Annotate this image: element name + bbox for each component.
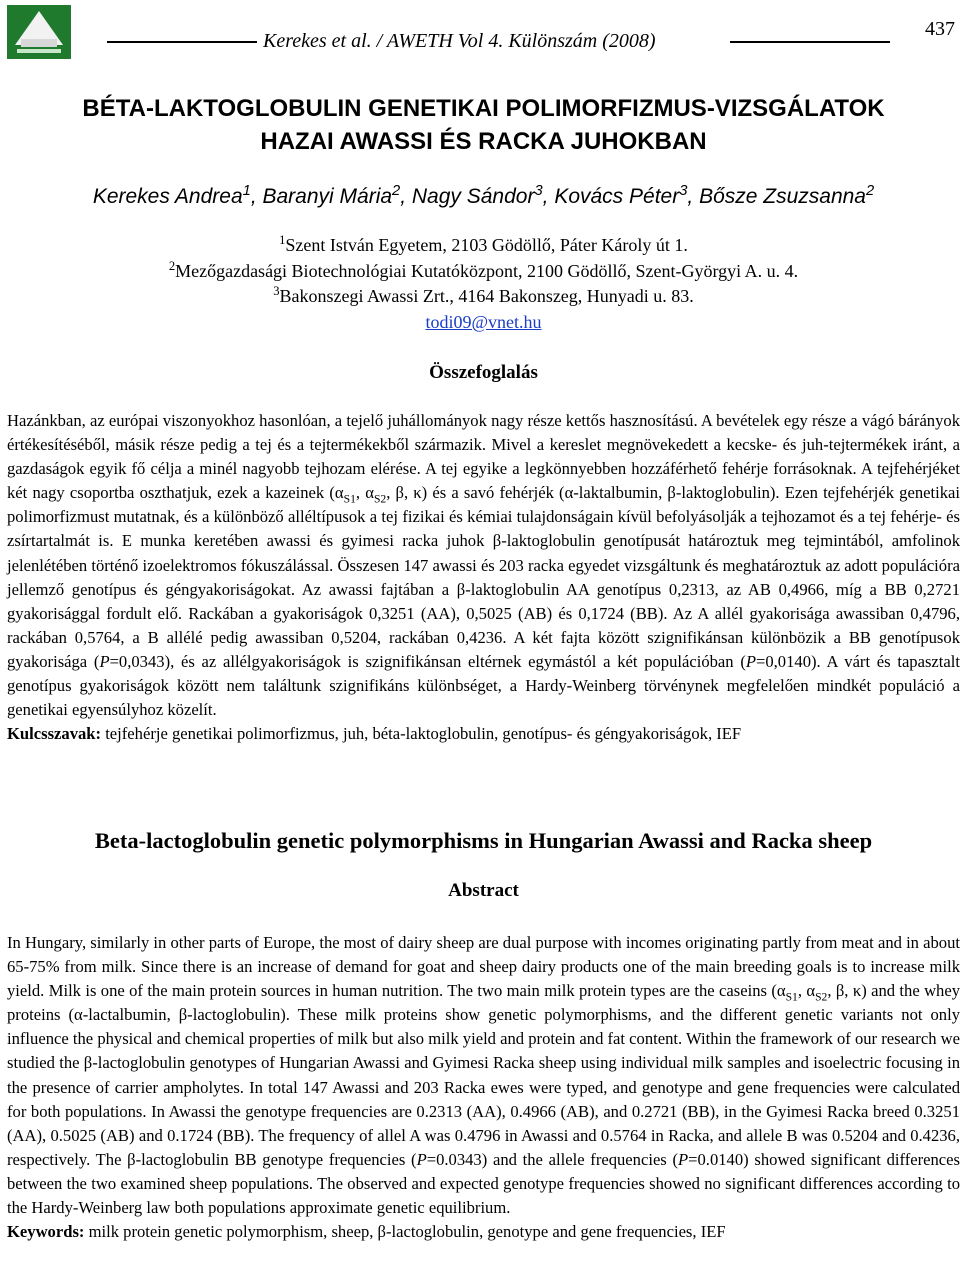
p-value-symbol: P <box>678 1149 689 1169</box>
affil-text: Bakonszegi Awassi Zrt., 4164 Bakonszeg, Hunyadi u. 83. <box>279 286 694 306</box>
subscript: S1 <box>785 990 798 1004</box>
p-value-symbol: P <box>416 1149 427 1169</box>
abstract-heading: Abstract <box>448 880 519 901</box>
paper-title <box>7 92 960 158</box>
journal-logo-icon <box>7 5 71 59</box>
author-affil-mark: 3 <box>679 183 688 199</box>
keywords-text: milk protein genetic polymorphism, sheep, β-lactoglobulin, genotype and gene frequencies, IEF <box>84 1222 726 1242</box>
summary-text: =0,0140). A várt és tapasztalt genotípus gyakoriságok között nem találtunk szignifikáns különbséget, a Hardy-Weinberg törvénynek megfelelően mindkét populáció a genetikai egyensúlyhoz közelít. <box>7 651 960 720</box>
greek-alpha: α <box>776 981 786 1001</box>
page-number: 437 <box>925 18 955 40</box>
subscript: S2 <box>815 990 828 1004</box>
author-list: Kerekes Andrea$^1$, Baranyi Mária$^2$, Nagy Sándor$^3$, Kovács Péter$^3$, Bősze Zsuzsanna$^2$ <box>92 183 875 208</box>
keywords-label: Kulcsszavak: <box>7 724 102 744</box>
affil-mark: 2 <box>168 258 176 273</box>
author-affil-mark: 1 <box>242 183 251 199</box>
affil-mark: 3 <box>273 284 280 298</box>
greek-alpha: α <box>806 981 816 1001</box>
author-affil-mark: 3 <box>534 183 543 199</box>
english-title: Beta-lactoglobulin genetic polymorphisms in Hungarian Awassi and Racka sheep <box>94 828 873 853</box>
keywords-text: tejfehérje genetikai polimorfizmus, juh, béta-laktoglobulin, genotípus- és géngyakoriságok, IEF <box>101 724 742 744</box>
running-header <box>100 30 900 54</box>
summary-body <box>7 409 960 746</box>
greek-alpha: α <box>365 483 374 503</box>
journal-citation: Kerekes et al. / AWETH Vol 4. Különszám (2008) <box>263 30 656 52</box>
author-name: Nagy Sándor <box>411 185 535 208</box>
author-name: Kerekes Andrea <box>92 185 243 208</box>
author-name: Kovács Péter <box>554 185 680 208</box>
summary-text: , <box>355 483 366 503</box>
greek-alpha: α <box>334 483 344 503</box>
email-link[interactable]: todi09@vnet.hu <box>425 311 542 332</box>
abstract-text: =0.0343) and the allele frequencies ( <box>426 1149 679 1169</box>
affiliation-3 <box>7 284 960 310</box>
title-line-1: BÉTA-LAKTOGLOBULIN GENETIKAI POLIMORFIZMUS-VIZSGÁLATOK <box>82 95 885 122</box>
abstract-text: , β, κ) and the whey proteins (α-lactalbumin, β-lactoglobulin). These milk proteins show genetic polymorphisms, and the different genetic variants not only influence the physical and chemical properties of milk but also milk yield and protein and fat content. Within the framework of our research we studied the β-lactoglobulin genotypes of Hungarian Awassi and Gyimesi Racka sheep using individual milk samples and isoelectric focusing in the presence of carrier ampholytes. In total 147 Awassi and 203 Racka ewes were typed, and genotype and gene frequencies were calculated for both populations. In Awassi the genotype frequencies are 0.2313 (AA), 0.4966 (AB), and 0.2721 (BB), in the Gyimesi Racka breed 0.3251 (AA), 0.5025 (AB) and 0.1724 (BB). The frequency of allel A was 0.4796 in Awassi and 0.5764 in Racka, and allele B was 0.5204 and 0.4236, respectively. The β-lactoglobulin BB genotype frequencies ( <box>7 981 960 1169</box>
title-line-2: HAZAI AWASSI ÉS RACKA JUHOKBAN <box>260 128 707 155</box>
affil-text: Szent István Egyetem, 2103 Gödöllő, Páter Károly út 1. <box>285 235 688 255</box>
author-name: Bősze Zsuzsanna <box>699 185 866 208</box>
subscript: S2 <box>373 492 387 506</box>
affil-text: Mezőgazdasági Biotechnológiai Kutatóközpont, 2100 Gödöllő, Szent-Györgyi A. u. 4. <box>175 260 799 281</box>
abstract-text: , <box>797 981 807 1001</box>
affiliations <box>7 233 960 335</box>
summary-heading: Összefoglalás <box>429 362 538 383</box>
abstract-text: =0.0140) showed significant differences between the two examined sheep populations. The observed and expected genotype frequencies showed no significant differences according to the Hardy-Weinberg law both populations approximate genetic equilibrium. <box>7 1149 960 1218</box>
header-rule-right <box>730 41 890 43</box>
p-value-symbol: P <box>99 651 110 671</box>
abstract-text: In Hungary, similarly in other parts of Europe, the most of dairy sheep are dual purpose with incomes originating partly from meat and in about 65-75% from milk. Since there is an increase of demand for goat and sheep dairy products one of the main breeding goals is to increase milk yield. Milk is one of the main protein sources in human nutrition. The two main milk protein types are the caseins ( <box>7 933 960 1001</box>
abstract-body <box>7 931 960 1244</box>
affiliation-1 <box>7 233 960 259</box>
author-affil-mark: 2 <box>866 183 875 199</box>
summary-text: Hazánkban, az európai viszonyokhoz hasonlóan, a tejelő juhállományok nagy része kettős hasznosítású. A bevételek egy része a vágó bárányok értékesítéséből, másik része pedig a tej és a tejtermékekből származik. Mivel a kereslet megnövekedett a kecske- és juh-tejtermékek iránt, a gazdaságok egyik fő célja a minél nagyobb tejhozam elérése. A tej egyike a legkönnyebben hozzáférhető fehérje forrásoknak. A tejfehérjéket két nagy csoportba oszthatjuk, ezek a kazeinek ( <box>7 411 960 503</box>
author-name: Baranyi Mária <box>262 185 393 208</box>
p-value-symbol: P <box>745 651 756 671</box>
summary-text: =0,0343), és az allélgyakoriságok is szignifikánsan eltérnek egymástól a két populációban ( <box>109 651 746 671</box>
affil-mark: 1 <box>279 233 286 247</box>
summary-text: , β, κ) és a savó fehérjék (α-laktalbumin, β-laktoglobulin). Ezen tejfehérjék genetikai polimorfizmust mutatnak, és a különböző alléltípusok a tej fizikai és kémiai tulajdonságain kívül befolyásolják a tejhozamot és a tej fehérje- és zsírtartalmát is. E munka keretében awassi és gyimesi racka juhok β-laktoglobulin genotípusát határoztuk meg tejmintából, amfolinok jelenlétében történő izoelektromos fókuszálással. Összesen 147 awassi és 203 racka egyedet vizsgáltunk és meghatároztuk az adott populációra jellemző genotípus és géngyakoriságokat. Az awassi fajtában a β-laktoglobulin AA genotípus 0,2313, az AB 0,4966, míg a BB 0,2721 gyakorisággal fordult elő. Rackában a gyakoriságok 0,3251 (AA), 0,5025 (AB) és 0,1724 (BB). Az A allél gyakorisága awassiban 0,4796, rackában 0,5764, a B allélé pedig awassiban 0,5204, rackában 0,4236. A két fajta között szignifikánsan különbözik a BB genotípusok gyakorisága ( <box>7 483 960 671</box>
affiliation-2 <box>7 259 960 285</box>
keywords-label: Keywords: <box>7 1222 85 1242</box>
header-rule-left <box>107 41 257 43</box>
subscript: S1 <box>343 492 356 506</box>
author-affil-mark: 2 <box>392 183 401 199</box>
